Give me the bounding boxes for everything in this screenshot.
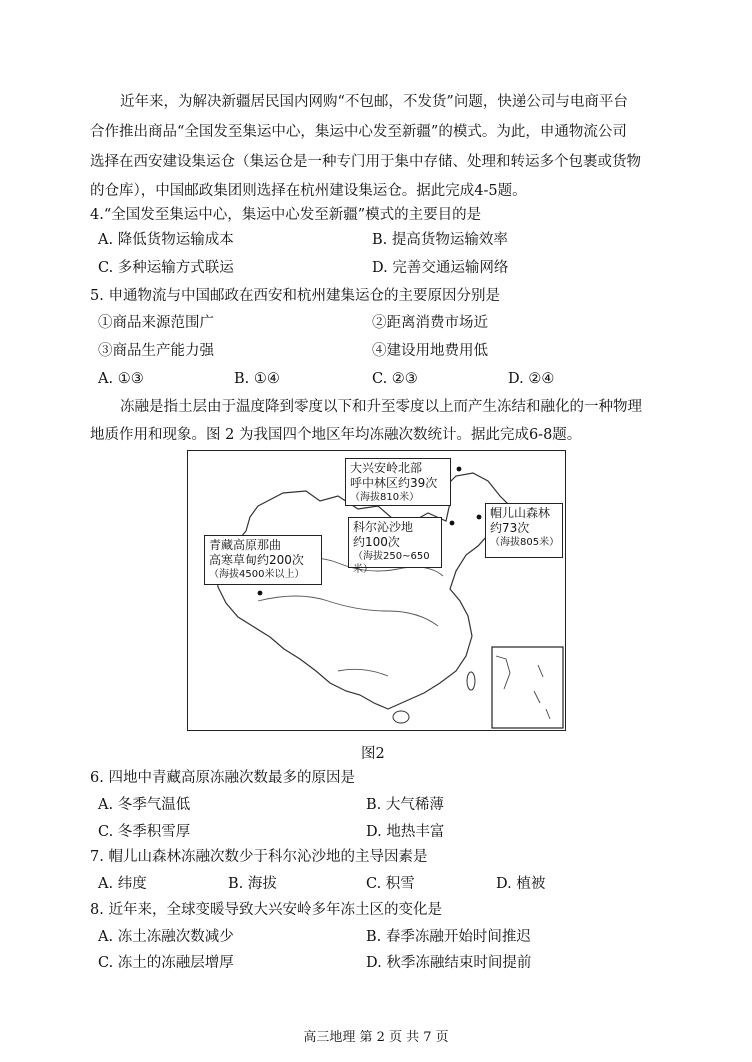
q6-option-b[interactable]: B. 大气稀薄 bbox=[366, 797, 444, 813]
taiwan-island bbox=[467, 672, 475, 690]
q7-option-c[interactable]: C. 积雪 bbox=[366, 876, 415, 892]
intro2-line-2: 地质作用和现象。图 2 为我国四个地区年均冻融次数统计。据此完成6-8题。 bbox=[90, 427, 582, 443]
q4-option-c[interactable]: C. 多种运输方式联运 bbox=[98, 260, 234, 276]
label-daxinganling-elev: （海拔810米） bbox=[350, 492, 420, 503]
label-horqin-count: 约100次 bbox=[353, 535, 400, 549]
figure-caption: 图2 bbox=[361, 746, 385, 762]
intro-line-3: 选择在西安建设集运仓（集运仓是一种专门用于集中存储、处理和转运多个包裹或货物 bbox=[90, 154, 641, 170]
q5-option-c[interactable]: C. ②③ bbox=[372, 371, 418, 387]
q5-stem: 5. 申通物流与中国邮政在西安和杭州建集运仓的主要原因分别是 bbox=[90, 288, 500, 304]
intro-line-1: 近年来，为解决新疆居民国内网购“不包邮，不发货”问题，快递公司与电商平台 bbox=[120, 94, 628, 110]
label-daxinganling bbox=[345, 458, 451, 506]
q6-stem: 6. 四地中青藏高原冻融次数最多的原因是 bbox=[90, 770, 355, 786]
q4-option-b[interactable]: B. 提高货物运输效率 bbox=[372, 232, 508, 248]
q5-statement-2: ②距离消费市场近 bbox=[372, 315, 488, 331]
q7-option-a[interactable]: A. 纬度 bbox=[98, 876, 147, 892]
intro2-line-1: 冻融是指土层由于温度降到零度以下和升至零度以上而产生冻结和融化的一种物理 bbox=[120, 399, 642, 415]
intro-line-2: 合作推出商品“全国发至集运中心，集运中心发至新疆”的模式。为此，申通物流公司 bbox=[90, 124, 627, 140]
river-yangtze bbox=[258, 596, 438, 626]
q4-option-a[interactable]: A. 降低货物运输成本 bbox=[98, 232, 234, 248]
label-horqin-elev: （海拔250~650米） bbox=[353, 551, 430, 575]
q4-option-d[interactable]: D. 完善交通运输网络 bbox=[372, 260, 509, 276]
q8-stem: 8. 近年来，全球变暖导致大兴安岭多年冻土区的变化是 bbox=[90, 902, 442, 918]
q5-statement-4: ④建设用地费用低 bbox=[372, 343, 488, 359]
china-map-figure bbox=[187, 450, 566, 731]
label-qinghai-count: 高寒草甸约200次 bbox=[209, 553, 304, 567]
label-maoershan-count: 约73次 bbox=[490, 521, 530, 535]
q6-option-c[interactable]: C. 冬季积雪厚 bbox=[98, 824, 191, 840]
label-qinghai bbox=[204, 535, 322, 585]
dot-naqu bbox=[258, 591, 263, 596]
dot-daxinganling bbox=[457, 467, 462, 472]
label-maoershan-elev: （海拔805米） bbox=[490, 537, 560, 548]
label-horqin-name: 科尔沁沙地 bbox=[353, 520, 414, 534]
q8-option-c[interactable]: C. 冻土的冻融层增厚 bbox=[98, 955, 234, 971]
q5-statement-1: ①商品来源范围广 bbox=[98, 315, 214, 331]
label-horqin bbox=[348, 517, 442, 575]
q8-option-a[interactable]: A. 冻土冻融次数减少 bbox=[98, 929, 234, 945]
page-footer: 高三地理 第 2 页 共 7 页 bbox=[303, 1030, 449, 1045]
south-china-sea-inset bbox=[492, 647, 563, 728]
q8-option-d[interactable]: D. 秋季冻融结束时间提前 bbox=[366, 955, 532, 971]
q7-option-d[interactable]: D. 植被 bbox=[496, 876, 546, 892]
q5-option-b[interactable]: B. ①④ bbox=[234, 371, 280, 387]
hainan-island bbox=[393, 711, 409, 723]
dot-maoershan bbox=[477, 515, 482, 520]
q7-stem: 7. 帽儿山森林冻融次数少于科尔沁沙地的主导因素是 bbox=[90, 849, 428, 865]
q7-option-b[interactable]: B. 海拔 bbox=[228, 876, 277, 892]
dot-horqin bbox=[450, 521, 455, 526]
label-maoershan bbox=[485, 503, 563, 558]
label-maoershan-name: 帽儿山森林 bbox=[490, 506, 551, 520]
q8-option-b[interactable]: B. 春季冻融开始时间推迟 bbox=[366, 929, 531, 945]
q5-option-d[interactable]: D. ②④ bbox=[508, 371, 555, 387]
q6-option-a[interactable]: A. 冬季气温低 bbox=[98, 797, 191, 813]
river-pearl bbox=[338, 669, 388, 676]
label-daxinganling-count: 呼中林区约39次 bbox=[350, 476, 438, 490]
label-qinghai-name: 青藏高原那曲 bbox=[209, 538, 282, 552]
q5-option-a[interactable]: A. ①③ bbox=[98, 371, 144, 387]
label-qinghai-elev: （海拔4500米以上） bbox=[209, 569, 305, 580]
q4-stem: 4.“全国发至集运中心，集运中心发至新疆”模式的主要目的是 bbox=[90, 207, 482, 223]
q6-option-d[interactable]: D. 地热丰富 bbox=[366, 824, 445, 840]
intro-line-4: 的仓库），中国邮政集团则选择在杭州建设集运仓。据此完成4-5题。 bbox=[90, 183, 527, 199]
label-daxinganling-name: 大兴安岭北部 bbox=[350, 461, 423, 475]
q5-statement-3: ③商品生产能力强 bbox=[98, 343, 214, 359]
